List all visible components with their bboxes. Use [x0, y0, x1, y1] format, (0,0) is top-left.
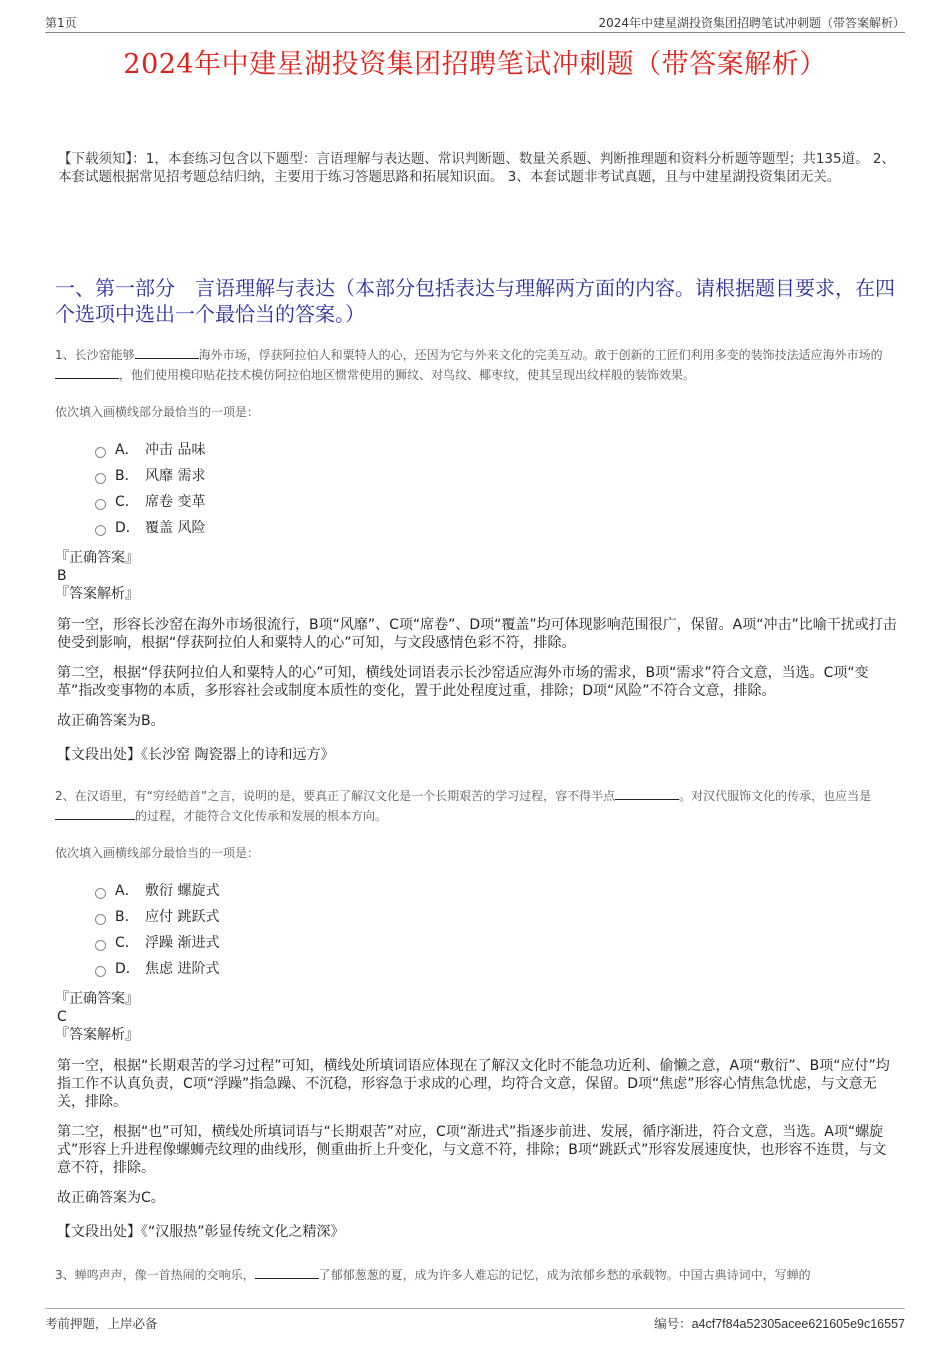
source-citation: 【文段出处】《“汉服热”彰显传统文化之精深》: [57, 1224, 345, 1240]
option-key: C．: [115, 494, 139, 510]
options-list: [95, 877, 900, 981]
analysis-label: 『答案解析』: [55, 1027, 139, 1043]
answer-value: C: [57, 1009, 67, 1025]
radio-icon[interactable]: [95, 888, 106, 899]
question-stem: [55, 1265, 900, 1285]
option-d[interactable]: [95, 514, 900, 540]
option-key: D．: [115, 961, 140, 977]
download-notice: 【下载须知】：1，本套练习包含以下题型：言语理解与表达题、常识判断题、数量关系题、判断推理题和资料分析题等题型；共135道。 2、本套试题根据常见招考题总结归纳，主要用于练习答题思路和拓展知识面。 3、本套试题非考试真题，且与中建星湖投资集团无关。: [58, 151, 895, 185]
analysis-conclusion: 故正确答案为C。: [57, 1190, 165, 1206]
stem-text: 的过程，才能符合文化传承和发展的根本方向。: [135, 809, 388, 823]
option-a[interactable]: [95, 877, 900, 903]
footer-divider: [45, 1308, 905, 1309]
footer-slogan: 考前押题，上岸必备: [45, 1316, 158, 1331]
analysis-label: 『答案解析』: [55, 586, 139, 602]
option-c[interactable]: [95, 488, 900, 514]
option-b[interactable]: [95, 903, 900, 929]
option-key: A．: [115, 883, 139, 899]
stem-text: 。对汉代服饰文化的传承，也应当是: [679, 789, 872, 803]
analysis-paragraph: 第二空，根据“俘获阿拉伯人和粟特人的心”可知，横线处词语表示长沙窑适应海外市场的需求，B项“需求”符合文意，当选。C项“变革”指改变事物的本质，多形容社会或制度本质性的变化，置于此处程度过重，排除；D项“风险”不符合文意，排除。: [57, 665, 869, 699]
option-d[interactable]: [95, 955, 900, 981]
stem-text: 3、蝉鸣声声，像一首热闹的交响乐，: [55, 1268, 255, 1282]
option-key: C．: [115, 935, 139, 951]
document-id: [654, 1314, 905, 1332]
analysis-conclusion: 故正确答案为B。: [57, 713, 165, 729]
fill-blank: [255, 1266, 319, 1279]
page-title: 2024年中建星湖投资集团招聘笔试冲刺题（带答案解析）: [123, 49, 827, 80]
stem-text: 海外市场，俘获阿拉伯人和粟特人的心，还因为它与外来文化的完美互动。敢于创新的工匠们利用多变的装饰技法适应海外市场的: [198, 348, 883, 362]
radio-icon[interactable]: [95, 525, 106, 536]
answer-label: 『正确答案』: [55, 991, 139, 1007]
question-prompt: 依次填入画横线部分最恰当的一项是：: [55, 846, 260, 860]
radio-icon[interactable]: [95, 447, 106, 458]
option-key: B．: [115, 468, 139, 484]
page-number: 第1页: [45, 16, 77, 30]
stem-text: 2、在汉语里，有“穷经皓首”之言，说明的是，要真正了解汉文化是一个长期艰苦的学习过程，容不得半点: [55, 789, 616, 803]
section-title: 一、第一部分 言语理解与表达（本部分包括表达与理解两方面的内容。请根据题目要求，在四个选项中选出一个最恰当的答案。）: [55, 276, 895, 326]
document-id-label: 编号：: [654, 1316, 692, 1331]
radio-icon[interactable]: [95, 473, 106, 484]
fill-blank: [55, 366, 119, 379]
fill-blank: [135, 346, 199, 359]
option-text: 敷衍 螺旋式: [145, 883, 220, 899]
option-b[interactable]: [95, 462, 900, 488]
option-text: 应付 跳跃式: [145, 909, 220, 925]
answer-label: 『正确答案』: [55, 550, 139, 566]
fill-blank: [615, 787, 679, 800]
question-3: [55, 1265, 900, 1285]
question-1: [55, 345, 900, 764]
options-list: [95, 436, 900, 540]
option-text: 冲击 品味: [145, 442, 206, 458]
analysis-paragraph: 第一空，根据“长期艰苦的学习过程”可知，横线处所填词语应体现在了解汉文化时不能急功近利、偷懒之意，A项“敷衍”、B项“应付”均指工作不认真负责，C项“浮躁”指急躁、不沉稳，形容急于求成的心理，均符合文意，保留。D项“焦虑”形容心情焦急忧虑，与文意无关，排除。: [57, 1058, 890, 1110]
analysis-paragraph: 第一空，形容长沙窑在海外市场很流行，B项“风靡”、C项“席卷”、D项“覆盖”均可体现影响范围很广，保留。A项“冲击”比喻干扰或打击使受到影响，根据“俘获阿拉伯人和粟特人的心”可知，与文段感情色彩不符，排除。: [57, 617, 897, 651]
option-text: 覆盖 风险: [145, 520, 206, 536]
stem-text: 1、长沙窑能够: [55, 348, 135, 362]
document-id-code: a4cf7f84a52305acee621605e9c16557: [691, 1317, 905, 1331]
source-citation: 【文段出处】《长沙窑 陶瓷器上的诗和远方》: [57, 747, 335, 763]
option-c[interactable]: [95, 929, 900, 955]
header-divider: [45, 32, 905, 33]
option-text: 浮躁 渐进式: [145, 935, 220, 951]
answer-value: B: [57, 568, 67, 584]
option-a[interactable]: [95, 436, 900, 462]
radio-icon[interactable]: [95, 940, 106, 951]
option-key: B．: [115, 909, 139, 925]
option-text: 焦虑 进阶式: [145, 961, 220, 977]
radio-icon[interactable]: [95, 966, 106, 977]
question-stem: [55, 345, 900, 385]
option-text: 席卷 变革: [145, 494, 206, 510]
stem-text: ，他们使用模印贴花技术模仿阿拉伯地区惯常使用的狮纹、对鸟纹、椰枣纹，使其呈现出纹样般的装饰效果。: [119, 368, 696, 382]
page-header: [45, 14, 905, 32]
radio-icon[interactable]: [95, 499, 106, 510]
analysis-paragraph: 第二空，根据“也”可知，横线处所填词语与“长期艰苦”对应，C项“渐进式”指逐步前进、发展，循序渐进，符合文意，当选。A项“螺旋式”形容上升进程像螺蛳壳纹理的曲线形，侧重曲折上升变化，与文意不符，排除；B项“跳跃式”形容发展速度快，也形容不连贯，与文意不符，排除。: [57, 1124, 887, 1176]
option-key: A．: [115, 442, 139, 458]
stem-text: 了郁郁葱葱的夏，成为许多人难忘的记忆，成为浓郁乡愁的承载物。中国古典诗词中，写蝉的: [318, 1268, 811, 1282]
option-key: D．: [115, 520, 140, 536]
radio-icon[interactable]: [95, 914, 106, 925]
question-prompt: 依次填入画横线部分最恰当的一项是：: [55, 405, 260, 419]
question-stem: [55, 786, 900, 826]
header-doc-title: 2024年中建星湖投资集团招聘笔试冲刺题（带答案解析）: [598, 16, 905, 30]
fill-blank: [55, 807, 135, 820]
question-2: [55, 786, 900, 1241]
option-text: 风靡 需求: [145, 468, 206, 484]
